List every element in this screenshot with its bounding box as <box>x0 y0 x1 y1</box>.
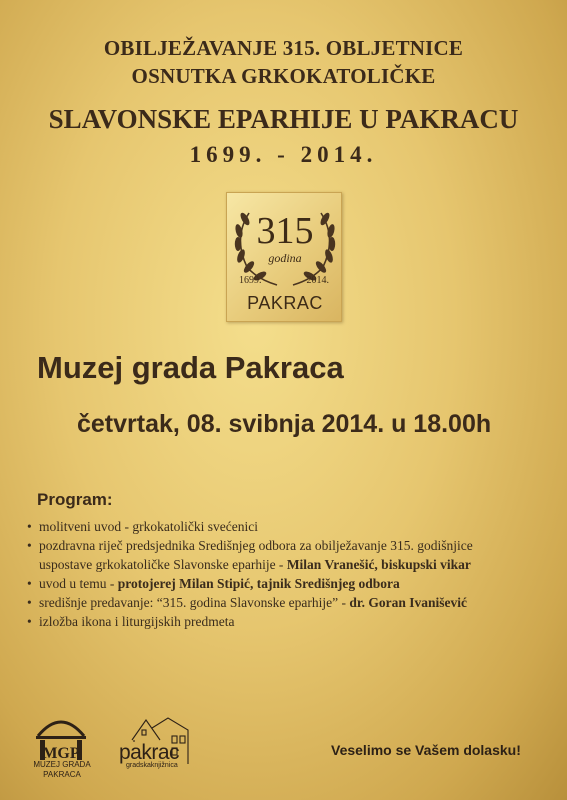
program-item-text-cont: uspostave grkokatoličke Slavonske eparhije - <box>39 557 287 572</box>
program-item-speaker: protojerej Milan Stipić, tajnik Središnjeg odbora <box>117 576 400 591</box>
program-item-text: molitveni uvod - grkokatolički svećenici <box>39 519 258 534</box>
closing-message: Veselimo se Vašem dolasku! <box>331 742 521 758</box>
program-item <box>27 517 552 536</box>
title-line-1: OBILJEŽAVANJE 315. OBLJETNICE <box>103 36 464 60</box>
program-item <box>27 536 552 574</box>
program-item-speaker: Milan Vranešić, biskupski vikar <box>286 557 471 572</box>
museum-logo-label: MUZEJ GRADA PAKRACA <box>33 760 91 779</box>
logo-year-start: 1699. <box>239 275 262 286</box>
event-venue: Muzej grada Pakraca <box>37 350 344 385</box>
event-datetime: četvrtak, 08. svibnja 2014. u 18.00h <box>77 410 492 438</box>
library-logo-subtitle: gradskaknjižnica <box>126 762 178 769</box>
program-item-text: središnje predavanje: “315. godina Slavonske eparhije” - <box>39 595 350 610</box>
program-item <box>27 612 552 631</box>
program-item <box>27 593 552 612</box>
logo-year-end: 2014. <box>306 275 329 286</box>
logo-number: 315 <box>256 210 314 252</box>
program-item-text: pozdravna riječ predsjednika Središnjeg odbora za obilježavanje 315. godišnjice <box>39 538 473 553</box>
museum-logo-mark: MGP <box>42 745 80 762</box>
program-item-text: izložba ikona i liturgijskih predmeta <box>39 614 235 629</box>
program-item-text: uvod u temu - <box>39 576 118 591</box>
logo-city: PAKRAC <box>247 293 323 313</box>
title-line-3: SLAVONSKE EPARHIJE U PAKRACU <box>48 104 519 134</box>
anniversary-logo <box>226 192 342 322</box>
library-logo-word: pakrac <box>119 741 180 764</box>
program-heading: Program: <box>37 490 113 509</box>
title-years: 1699. - 2014. <box>189 142 378 167</box>
program-list <box>27 517 552 631</box>
program-item-speaker: dr. Goran Ivanišević <box>349 595 468 610</box>
logo-godina: godina <box>268 251 302 265</box>
program-item <box>27 574 552 593</box>
title-line-2: OSNUTKA GRKOKATOLIČKE <box>131 64 436 88</box>
